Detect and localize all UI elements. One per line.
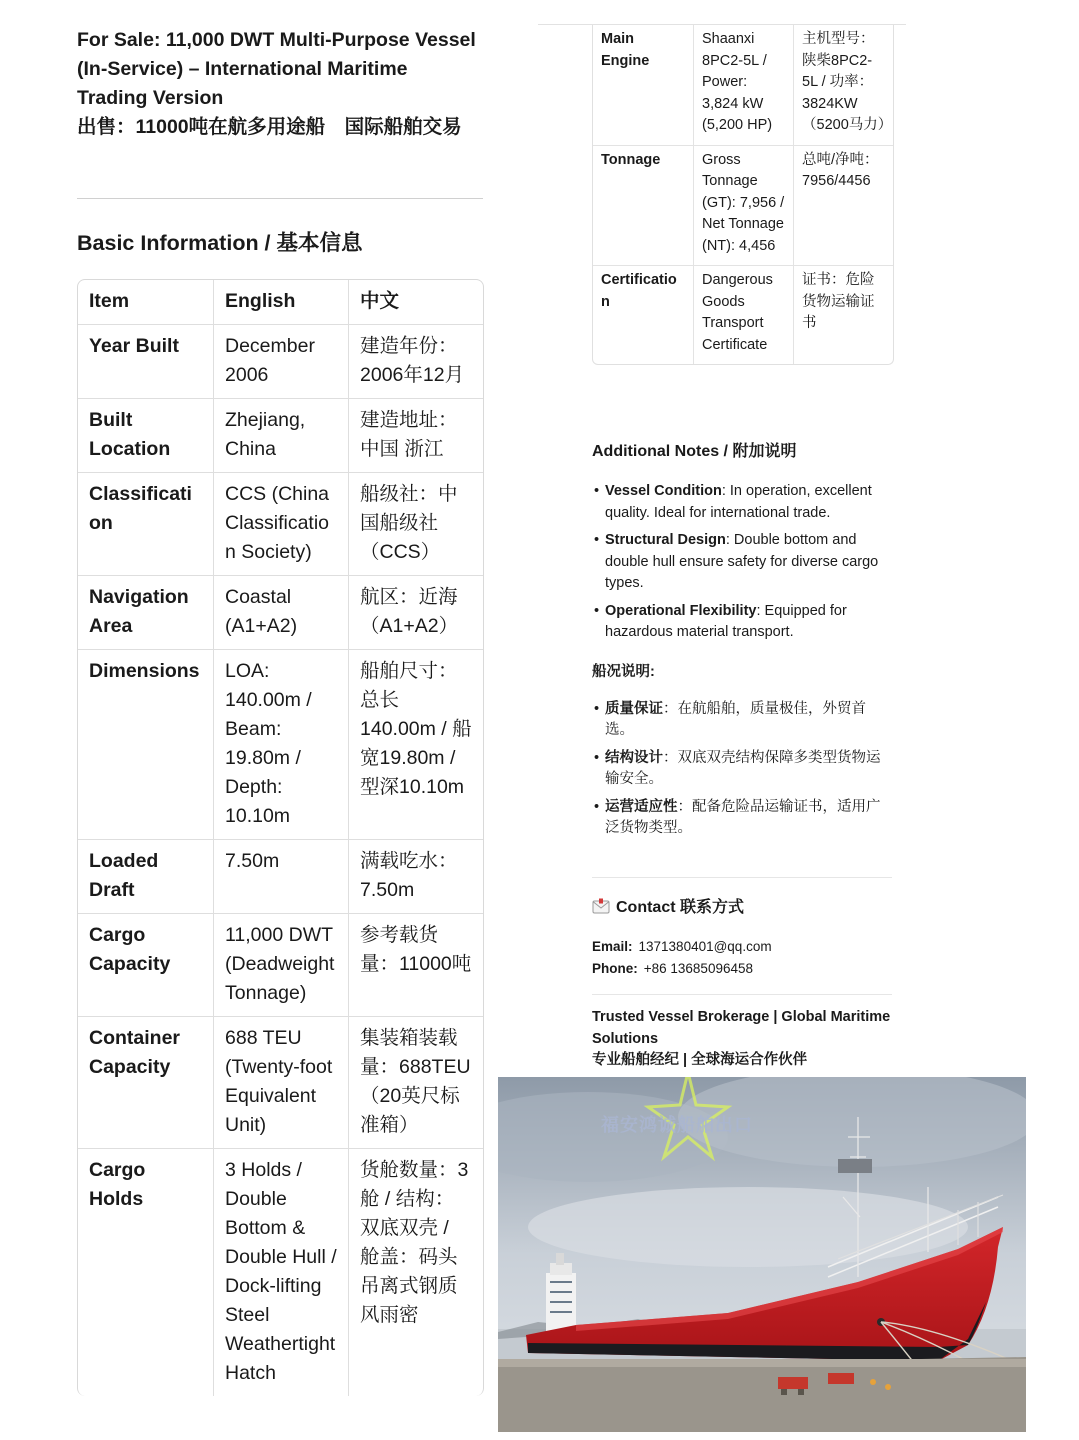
row-english: Gross Tonnage (GT): 7,956 / Net Tonnage (NT): 4,456 <box>693 146 793 266</box>
notes-heading: Additional Notes / 附加说明 <box>592 443 797 460</box>
table-row <box>78 1149 483 1396</box>
row-item: Cargo Holds <box>89 1159 146 1210</box>
row-english: Zhejiang, China <box>213 399 348 472</box>
row-chinese: 船级社：中国船级社（CCS） <box>348 473 483 575</box>
row-item: Year Built <box>89 335 179 357</box>
column-header: Item <box>89 290 130 312</box>
title-line: For Sale: 11,000 DWT Multi-Purpose Vessel <box>77 29 476 51</box>
tagline-english: Trusted Vessel Brokerage | Global Maritime Solutions <box>592 1009 891 1047</box>
table-row <box>593 146 893 267</box>
table-row <box>78 1017 483 1149</box>
note-label: 结构设计 <box>605 749 663 766</box>
table-row <box>78 840 483 914</box>
note-label: Structural Design <box>605 532 726 548</box>
row-english: 7.50m <box>213 840 348 913</box>
ship-illustration <box>498 1077 1026 1432</box>
row-item: Loaded Draft <box>89 850 159 901</box>
row-english: LOA: 140.00m / Beam: 19.80m / Depth: 10.10m <box>213 650 348 839</box>
note-label: 质量保证 <box>605 700 663 717</box>
email-line <box>592 936 892 958</box>
ship-photo <box>498 1077 1026 1432</box>
divider <box>77 198 483 199</box>
tagline <box>592 1007 892 1072</box>
email-value[interactable]: 1371380401@qq.com <box>638 939 772 954</box>
title-line: (In-Service) – International Maritime <box>77 58 408 80</box>
row-item: Dimensions <box>89 660 200 682</box>
column-header: 中文 <box>348 280 483 324</box>
contact-section <box>592 894 892 979</box>
list-item <box>592 601 892 644</box>
row-english: Shaanxi 8PC2-5L / Power: 3,824 kW (5,200 HP) <box>693 25 793 145</box>
basic-info-heading: Basic Information / 基本信息 <box>77 231 363 255</box>
phone-label: Phone: <box>592 960 638 976</box>
row-item: Built Location <box>89 409 171 460</box>
notes-chinese-list <box>592 699 892 840</box>
row-english: December 2006 <box>213 325 348 398</box>
notes-list <box>592 481 892 644</box>
row-item: Classification <box>89 483 192 534</box>
row-chinese: 主机型号：陕柴8PC2-5L / 功率：3824KW（5200马力） <box>793 25 893 145</box>
note-text: ：配备危险品运输证书，适用广泛货物类型。 <box>605 798 881 836</box>
tagline-chinese: 专业船舶经纪 | 全球海运合作伙伴 <box>592 1052 808 1068</box>
photo-watermark: 福安鸿诚船舶出口 <box>601 1115 753 1135</box>
row-chinese: 参考载货量：11000吨 <box>348 914 483 1016</box>
list-item <box>592 699 892 742</box>
basic-info-table <box>77 279 484 1396</box>
list-item <box>592 481 892 524</box>
contact-heading <box>592 894 892 917</box>
page-title <box>77 26 483 142</box>
row-item: Cargo Capacity <box>89 924 171 975</box>
note-label: Vessel Condition <box>605 483 722 499</box>
table-row <box>78 650 483 840</box>
row-item: Container Capacity <box>89 1027 181 1078</box>
table-row <box>78 473 483 576</box>
title-line-chinese: 出售：11000吨在航多用途船 国际船舶交易 <box>77 116 462 138</box>
row-chinese: 证书：危险货物运输证书 <box>793 266 893 364</box>
note-label: 运营适应性 <box>605 798 678 815</box>
spec-table <box>592 25 894 365</box>
row-english: 3 Holds / Double Bottom & Double Hull / Dock-lifting Steel Weathertight Hatch <box>213 1149 348 1396</box>
column-header: English <box>213 280 348 324</box>
row-item: Main Engine <box>601 31 650 69</box>
list-item <box>592 748 892 791</box>
list-item <box>592 797 892 840</box>
divider <box>592 877 892 878</box>
row-english: CCS (China Classification Society) <box>213 473 348 575</box>
row-english: Coastal (A1+A2) <box>213 576 348 649</box>
row-item: Tonnage <box>601 151 661 168</box>
list-item <box>592 530 892 595</box>
row-english: 11,000 DWT (Deadweight Tonnage) <box>213 914 348 1016</box>
note-label: Operational Flexibility <box>605 602 757 619</box>
row-chinese: 建造年份：2006年12月 <box>348 325 483 398</box>
note-text: ：双底双壳结构保障多类型货物运输安全。 <box>605 749 881 787</box>
contact-heading-text: Contact 联系方式 <box>616 899 745 916</box>
notes-chinese-heading: 船况说明: <box>592 663 655 680</box>
phone-value[interactable]: +86 13685096458 <box>643 960 753 976</box>
envelope-icon <box>592 898 610 914</box>
additional-notes <box>592 438 892 846</box>
row-english: 688 TEU (Twenty-foot Equivalent Unit) <box>213 1017 348 1148</box>
table-row <box>593 25 893 146</box>
table-row <box>78 399 483 473</box>
row-chinese: 货舱数量：3舱 / 结构：双底双壳 / 舱盖：码头吊离式钢质风雨密 <box>348 1149 483 1396</box>
table-row <box>78 914 483 1017</box>
row-english: Dangerous Goods Transport Certificate <box>693 266 793 364</box>
row-item: Navigation Area <box>89 586 189 637</box>
note-text: : In operation, excellent quality. Ideal for international trade. <box>605 483 872 521</box>
table-row <box>593 266 893 364</box>
phone-line <box>592 958 892 980</box>
note-text: ：在航船舶，质量极佳，外贸首选。 <box>605 700 866 738</box>
note-text: : Double bottom and double hull ensure safety for diverse cargo types. <box>605 532 879 591</box>
row-chinese: 满载吃水：7.50m <box>348 840 483 913</box>
row-chinese: 船舶尺寸：总长140.00m / 船宽19.80m / 型深10.10m <box>348 650 483 839</box>
table-row <box>78 576 483 650</box>
table-header-row <box>78 280 483 325</box>
note-text: : Equipped for hazardous material transport. <box>605 602 847 640</box>
email-label: Email: <box>592 939 633 954</box>
row-item: Certification <box>601 272 677 310</box>
title-line: Trading Version <box>77 87 224 109</box>
row-chinese: 总吨/净吨：7956/4456 <box>793 146 893 266</box>
header <box>77 26 483 142</box>
row-chinese: 航区：近海（A1+A2） <box>348 576 483 649</box>
divider <box>592 994 892 995</box>
row-chinese: 建造地址：中国 浙江 <box>348 399 483 472</box>
row-chinese: 集装箱装载量：688TEU（20英尺标准箱） <box>348 1017 483 1148</box>
table-row <box>78 325 483 399</box>
